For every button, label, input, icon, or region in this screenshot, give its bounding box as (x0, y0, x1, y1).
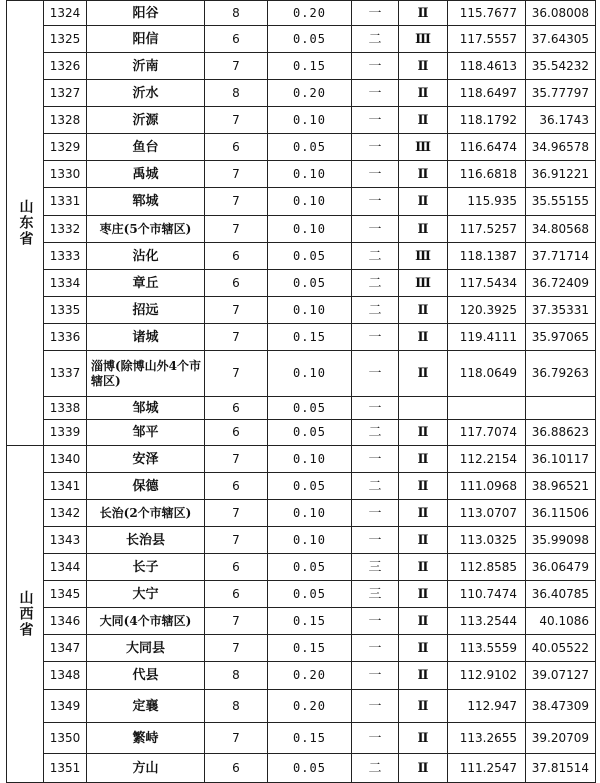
row-code: 1349 (44, 690, 87, 723)
table-row (7, 581, 596, 608)
row-site-class: Ⅱ (399, 527, 448, 554)
row-latitude: 34.96578 (526, 134, 596, 161)
row-acceleration: 0.05 (268, 26, 352, 53)
row-intensity: 6 (205, 473, 268, 500)
row-longitude: 116.6474 (448, 134, 526, 161)
row-code: 1325 (44, 26, 87, 53)
row-latitude: 36.79263 (526, 351, 596, 397)
row-site-class: Ⅱ (399, 662, 448, 690)
row-code: 1350 (44, 723, 87, 754)
row-site-class: Ⅲ (399, 270, 448, 297)
table-row (7, 473, 596, 500)
row-latitude: 36.11506 (526, 500, 596, 527)
row-name: 禹城 (87, 161, 205, 188)
table-row (7, 297, 596, 324)
row-intensity: 7 (205, 351, 268, 397)
row-latitude: 37.81514 (526, 754, 596, 783)
row-name: 大同(4个市辖区) (87, 608, 205, 635)
row-site-class: Ⅲ (399, 243, 448, 270)
row-longitude: 113.2655 (448, 723, 526, 754)
row-name: 招远 (87, 297, 205, 324)
row-code: 1341 (44, 473, 87, 500)
row-latitude: 39.07127 (526, 662, 596, 690)
table-row (7, 554, 596, 581)
row-design-group: 二 (352, 26, 399, 53)
row-code: 1343 (44, 527, 87, 554)
row-name: 代县 (87, 662, 205, 690)
row-acceleration: 0.20 (268, 662, 352, 690)
row-design-group: 一 (352, 324, 399, 351)
row-code: 1338 (44, 397, 87, 420)
row-acceleration: 0.10 (268, 527, 352, 554)
row-longitude: 119.4111 (448, 324, 526, 351)
row-longitude: 118.1387 (448, 243, 526, 270)
row-design-group: 一 (352, 723, 399, 754)
row-longitude: 117.5434 (448, 270, 526, 297)
row-acceleration: 0.20 (268, 690, 352, 723)
row-latitude: 35.99098 (526, 527, 596, 554)
row-latitude: 36.1743 (526, 107, 596, 134)
row-design-group: 一 (352, 107, 399, 134)
table-row (7, 161, 596, 188)
row-site-class: Ⅱ (399, 324, 448, 351)
row-intensity: 8 (205, 662, 268, 690)
row-acceleration: 0.05 (268, 270, 352, 297)
row-site-class: Ⅱ (399, 1, 448, 26)
row-intensity: 7 (205, 324, 268, 351)
row-site-class: Ⅱ (399, 754, 448, 783)
row-name: 沂源 (87, 107, 205, 134)
table-row (7, 690, 596, 723)
row-latitude: 38.47309 (526, 690, 596, 723)
row-site-class: Ⅱ (399, 107, 448, 134)
table-row (7, 420, 596, 446)
row-acceleration: 0.05 (268, 554, 352, 581)
row-acceleration: 0.05 (268, 420, 352, 446)
row-code: 1324 (44, 1, 87, 26)
row-code: 1342 (44, 500, 87, 527)
row-longitude: 118.4613 (448, 53, 526, 80)
row-longitude: 115.935 (448, 188, 526, 216)
row-name: 鱼台 (87, 134, 205, 161)
row-latitude: 38.96521 (526, 473, 596, 500)
row-intensity: 6 (205, 397, 268, 420)
row-name: 阳信 (87, 26, 205, 53)
row-design-group: 一 (352, 161, 399, 188)
row-site-class: Ⅱ (399, 446, 448, 473)
table-row (7, 188, 596, 216)
row-design-group: 一 (352, 80, 399, 107)
table-row (7, 608, 596, 635)
row-name: 诸城 (87, 324, 205, 351)
row-name: 郓城 (87, 188, 205, 216)
row-longitude: 113.0325 (448, 527, 526, 554)
row-longitude: 112.9102 (448, 662, 526, 690)
row-site-class: Ⅱ (399, 500, 448, 527)
table-row (7, 107, 596, 134)
row-design-group: 一 (352, 500, 399, 527)
row-latitude: 36.91221 (526, 161, 596, 188)
row-latitude: 36.40785 (526, 581, 596, 608)
row-intensity: 7 (205, 608, 268, 635)
row-longitude: 111.2547 (448, 754, 526, 783)
row-intensity: 7 (205, 53, 268, 80)
table-row (7, 500, 596, 527)
row-longitude: 116.6818 (448, 161, 526, 188)
row-longitude: 117.5257 (448, 216, 526, 243)
row-site-class: Ⅲ (399, 134, 448, 161)
row-acceleration: 0.05 (268, 473, 352, 500)
row-design-group: 一 (352, 690, 399, 723)
table-row (7, 26, 596, 53)
row-intensity: 7 (205, 635, 268, 662)
row-name: 沾化 (87, 243, 205, 270)
row-acceleration: 0.15 (268, 324, 352, 351)
row-name: 长治(2个市辖区) (87, 500, 205, 527)
row-intensity: 8 (205, 80, 268, 107)
row-code: 1336 (44, 324, 87, 351)
row-latitude: 40.05522 (526, 635, 596, 662)
table-row (7, 324, 596, 351)
row-intensity: 6 (205, 554, 268, 581)
row-design-group: 一 (352, 446, 399, 473)
row-design-group: 一 (352, 1, 399, 26)
row-intensity: 6 (205, 270, 268, 297)
row-design-group: 一 (352, 635, 399, 662)
row-site-class: Ⅱ (399, 53, 448, 80)
row-name: 阳谷 (87, 1, 205, 26)
row-design-group: 一 (352, 527, 399, 554)
table-row (7, 270, 596, 297)
row-latitude: 36.06479 (526, 554, 596, 581)
province-label: 山东省 (7, 1, 44, 446)
row-intensity: 6 (205, 243, 268, 270)
row-intensity: 7 (205, 446, 268, 473)
row-site-class: Ⅱ (399, 420, 448, 446)
row-latitude: 40.1086 (526, 608, 596, 635)
row-code: 1346 (44, 608, 87, 635)
row-latitude (526, 397, 596, 420)
row-name: 繁峙 (87, 723, 205, 754)
row-site-class (399, 397, 448, 420)
row-longitude (448, 397, 526, 420)
row-latitude: 35.77797 (526, 80, 596, 107)
row-acceleration: 0.05 (268, 397, 352, 420)
row-intensity: 7 (205, 527, 268, 554)
table-row (7, 723, 596, 754)
row-intensity: 7 (205, 216, 268, 243)
row-acceleration: 0.10 (268, 107, 352, 134)
row-longitude: 118.0649 (448, 351, 526, 397)
table-row (7, 351, 596, 397)
row-design-group: 一 (352, 134, 399, 161)
row-site-class: Ⅱ (399, 188, 448, 216)
row-latitude: 35.55155 (526, 188, 596, 216)
row-latitude: 36.08008 (526, 1, 596, 26)
row-longitude: 117.5557 (448, 26, 526, 53)
row-design-group: 三 (352, 581, 399, 608)
row-acceleration: 0.05 (268, 581, 352, 608)
row-design-group: 二 (352, 243, 399, 270)
row-name: 邹平 (87, 420, 205, 446)
row-intensity: 8 (205, 1, 268, 26)
row-latitude: 39.20709 (526, 723, 596, 754)
row-name: 邹城 (87, 397, 205, 420)
row-acceleration: 0.10 (268, 161, 352, 188)
row-design-group: 二 (352, 754, 399, 783)
row-design-group: 一 (352, 188, 399, 216)
row-longitude: 111.0968 (448, 473, 526, 500)
row-name: 方山 (87, 754, 205, 783)
table-row (7, 216, 596, 243)
row-acceleration: 0.10 (268, 500, 352, 527)
row-acceleration: 0.20 (268, 1, 352, 26)
row-site-class: Ⅱ (399, 554, 448, 581)
row-intensity: 7 (205, 161, 268, 188)
row-name: 章丘 (87, 270, 205, 297)
row-acceleration: 0.10 (268, 216, 352, 243)
row-longitude: 118.6497 (448, 80, 526, 107)
row-code: 1327 (44, 80, 87, 107)
row-site-class: Ⅱ (399, 297, 448, 324)
row-longitude: 117.7074 (448, 420, 526, 446)
row-name: 长治县 (87, 527, 205, 554)
row-site-class: Ⅱ (399, 608, 448, 635)
row-design-group: 一 (352, 608, 399, 635)
row-code: 1339 (44, 420, 87, 446)
seismic-parameter-table (6, 0, 596, 783)
row-acceleration: 0.15 (268, 53, 352, 80)
row-longitude: 112.947 (448, 690, 526, 723)
row-acceleration: 0.20 (268, 80, 352, 107)
row-longitude: 113.2544 (448, 608, 526, 635)
row-name: 定襄 (87, 690, 205, 723)
row-latitude: 35.54232 (526, 53, 596, 80)
row-name: 保德 (87, 473, 205, 500)
row-site-class: Ⅲ (399, 26, 448, 53)
table-row (7, 635, 596, 662)
table-body (7, 1, 596, 783)
table-row (7, 53, 596, 80)
row-code: 1334 (44, 270, 87, 297)
row-latitude: 37.64305 (526, 26, 596, 53)
row-longitude: 110.7474 (448, 581, 526, 608)
row-name: 长子 (87, 554, 205, 581)
row-site-class: Ⅱ (399, 473, 448, 500)
row-code: 1333 (44, 243, 87, 270)
table-row (7, 754, 596, 783)
row-code: 1347 (44, 635, 87, 662)
row-design-group: 一 (352, 216, 399, 243)
row-acceleration: 0.10 (268, 351, 352, 397)
row-code: 1345 (44, 581, 87, 608)
row-intensity: 6 (205, 26, 268, 53)
row-longitude: 115.7677 (448, 1, 526, 26)
row-longitude: 112.8585 (448, 554, 526, 581)
row-code: 1344 (44, 554, 87, 581)
row-code: 1328 (44, 107, 87, 134)
row-intensity: 6 (205, 754, 268, 783)
row-acceleration: 0.05 (268, 134, 352, 161)
row-intensity: 7 (205, 500, 268, 527)
row-latitude: 37.35331 (526, 297, 596, 324)
row-acceleration: 0.10 (268, 188, 352, 216)
row-acceleration: 0.10 (268, 446, 352, 473)
row-acceleration: 0.15 (268, 635, 352, 662)
row-code: 1329 (44, 134, 87, 161)
row-longitude: 118.1792 (448, 107, 526, 134)
row-design-group: 二 (352, 297, 399, 324)
row-name: 沂南 (87, 53, 205, 80)
row-design-group: 一 (352, 351, 399, 397)
row-name: 大同县 (87, 635, 205, 662)
table-row (7, 80, 596, 107)
row-latitude: 35.97065 (526, 324, 596, 351)
row-intensity: 7 (205, 107, 268, 134)
row-longitude: 112.2154 (448, 446, 526, 473)
row-latitude: 36.72409 (526, 270, 596, 297)
row-design-group: 一 (352, 53, 399, 80)
table-row (7, 446, 596, 473)
row-site-class: Ⅱ (399, 216, 448, 243)
row-longitude: 113.5559 (448, 635, 526, 662)
row-site-class: Ⅱ (399, 80, 448, 107)
row-name: 安泽 (87, 446, 205, 473)
row-acceleration: 0.15 (268, 608, 352, 635)
row-intensity: 6 (205, 420, 268, 446)
row-acceleration: 0.15 (268, 723, 352, 754)
row-site-class: Ⅱ (399, 690, 448, 723)
row-acceleration: 0.05 (268, 243, 352, 270)
row-intensity: 6 (205, 134, 268, 161)
row-code: 1340 (44, 446, 87, 473)
row-name: 大宁 (87, 581, 205, 608)
row-site-class: Ⅱ (399, 161, 448, 188)
row-latitude: 34.80568 (526, 216, 596, 243)
row-latitude: 36.88623 (526, 420, 596, 446)
row-code: 1330 (44, 161, 87, 188)
row-code: 1331 (44, 188, 87, 216)
row-code: 1335 (44, 297, 87, 324)
table-row (7, 243, 596, 270)
row-design-group: 一 (352, 662, 399, 690)
row-name: 沂水 (87, 80, 205, 107)
row-intensity: 7 (205, 297, 268, 324)
row-code: 1351 (44, 754, 87, 783)
row-site-class: Ⅱ (399, 723, 448, 754)
row-intensity: 8 (205, 690, 268, 723)
row-longitude: 113.0707 (448, 500, 526, 527)
row-latitude: 37.71714 (526, 243, 596, 270)
table-row (7, 1, 596, 26)
table-row (7, 397, 596, 420)
row-design-group: 二 (352, 420, 399, 446)
province-label: 山西省 (7, 446, 44, 783)
row-acceleration: 0.05 (268, 754, 352, 783)
table-row (7, 662, 596, 690)
row-intensity: 6 (205, 581, 268, 608)
row-code: 1332 (44, 216, 87, 243)
row-longitude: 120.3925 (448, 297, 526, 324)
row-design-group: 二 (352, 473, 399, 500)
row-latitude: 36.10117 (526, 446, 596, 473)
table-row (7, 134, 596, 161)
row-name: 淄博(除博山外4个市辖区) (87, 351, 205, 397)
row-site-class: Ⅱ (399, 581, 448, 608)
row-site-class: Ⅱ (399, 351, 448, 397)
row-code: 1348 (44, 662, 87, 690)
row-intensity: 7 (205, 188, 268, 216)
row-code: 1337 (44, 351, 87, 397)
table-row (7, 527, 596, 554)
row-code: 1326 (44, 53, 87, 80)
row-design-group: 三 (352, 554, 399, 581)
row-name: 枣庄(5个市辖区) (87, 216, 205, 243)
row-intensity: 7 (205, 723, 268, 754)
row-site-class: Ⅱ (399, 635, 448, 662)
row-acceleration: 0.10 (268, 297, 352, 324)
row-design-group: 一 (352, 397, 399, 420)
row-design-group: 二 (352, 270, 399, 297)
